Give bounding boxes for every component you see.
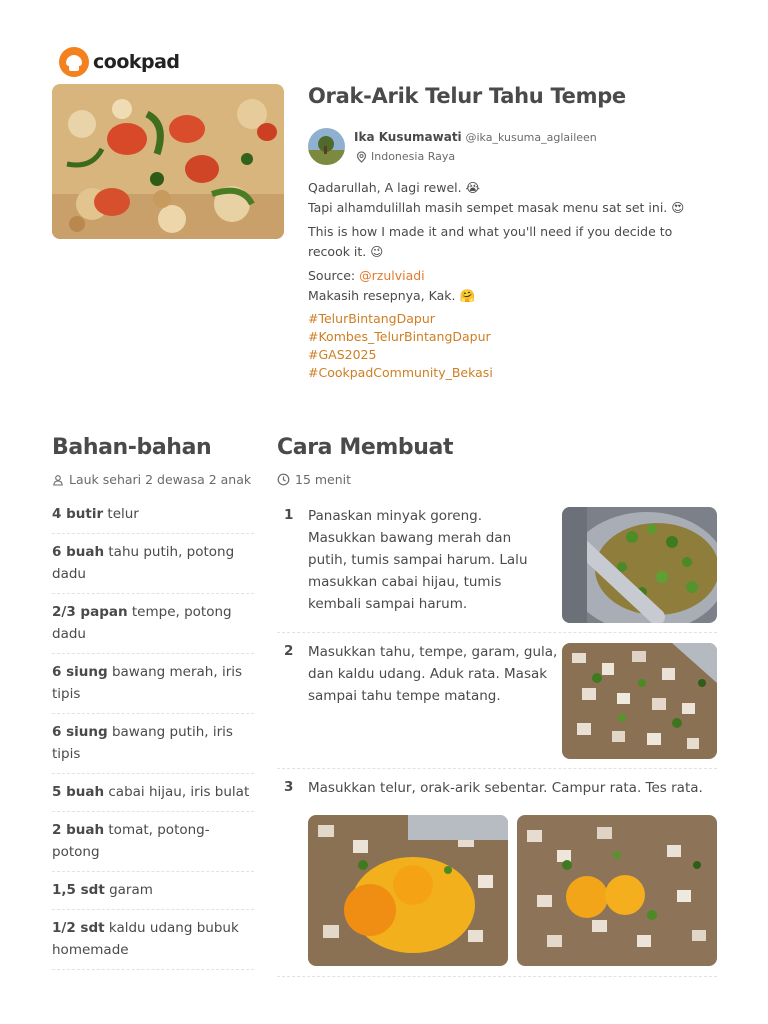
ingredient-name: bawang merah, iris tipis [52,664,243,702]
step-2-photo[interactable] [562,643,717,759]
brand-name: cookpad [93,51,180,73]
step-number: 3 [284,779,294,795]
step-1-photo[interactable] [562,507,717,623]
hashtag[interactable]: #Kombes_TelurBintangDapur [308,329,491,344]
step-divider [277,976,717,977]
ingredient-item [52,872,254,910]
description-para-3 [308,266,718,306]
ingredient-item [52,812,254,872]
ingredient-qty: 6 siung [52,724,108,740]
description-line: Tapi alhamdulillah masih sempet masak menu sat set ini. 😍 [308,200,685,215]
ingredient-item [52,774,254,812]
description-line: Makasih resepnya, Kak. 🤗 [308,288,476,303]
step-3-photo-1[interactable] [308,815,508,966]
ingredient-item [52,714,254,774]
ingredients-heading: Bahan-bahan [52,435,212,460]
chef-hat-icon [59,47,89,77]
ingredient-item [52,910,254,970]
ingredient-qty: 6 siung [52,664,108,680]
description-para-1 [308,178,718,218]
author-name[interactable]: Ika Kusumawati [354,130,462,144]
ingredient-name: tomat, potong-potong [52,822,210,860]
hashtag[interactable]: #TelurBintangDapur [308,311,435,326]
hashtag-list [308,310,493,382]
ingredient-qty: 1/2 sdt [52,920,105,936]
ingredient-qty: 2/3 papan [52,604,128,620]
author-avatar[interactable] [308,128,345,165]
ingredient-item [52,654,254,714]
step-number: 2 [284,643,294,659]
step-number: 1 [284,507,294,523]
step-divider [277,632,717,633]
author-location [356,150,455,163]
step-divider [277,768,717,769]
ingredient-list [52,496,254,970]
description-line: Qadarullah, A lagi rewel. 😭 [308,180,481,195]
ingredient-name: kaldu udang bubuk homemade [52,920,239,958]
steps-heading: Cara Membuat [277,435,454,460]
ingredient-qty: 5 buah [52,784,105,800]
ingredient-qty: 6 buah [52,544,105,560]
location-text: Indonesia Raya [371,150,456,163]
cook-time [277,472,351,487]
ingredient-name: cabai hijau, iris bulat [104,784,250,800]
servings-text: Lauk sehari 2 dewasa 2 anak [69,472,252,487]
clock-icon [277,473,290,486]
source-label: Source: [308,268,360,283]
step-text: Masukkan telur, orak-arik sebentar. Campur rata. Tes rata. [308,780,703,796]
ingredient-item [52,594,254,654]
servings [52,472,251,487]
cook-time-text: 15 menit [295,472,352,487]
location-pin-icon [356,151,367,163]
recipe-hero-image [52,84,284,239]
step-3-photo-2[interactable] [517,815,717,966]
ingredient-qty: 1,5 sdt [52,882,105,898]
ingredient-name: bawang putih, iris tipis [52,724,233,762]
author-line [354,130,597,144]
ingredient-qty: 2 buah [52,822,105,838]
description-para-2: This is how I made it and what you'll need if you decide to recook it. 😉 [308,224,673,259]
person-icon [52,474,64,486]
source-link[interactable]: @rzulviadi [359,268,425,283]
ingredient-qty: 4 butir [52,506,104,522]
ingredient-name: tahu putih, potong dadu [52,544,235,582]
ingredient-name: telur [103,506,139,522]
ingredient-name: garam [104,882,153,898]
cookpad-logo[interactable] [59,46,180,78]
ingredient-name: tempe, potong dadu [52,604,232,642]
step-text: Masukkan tahu, tempe, garam, gula, dan kaldu udang. Aduk rata. Masak sampai tahu tempe matang. [308,644,558,704]
hashtag[interactable]: #CookpadCommunity_Bekasi [308,365,493,380]
ingredient-item [52,496,254,534]
author-handle: @ika_kusuma_aglaileen [465,131,597,144]
recipe-title: Orak-Arik Telur Tahu Tempe [308,84,626,108]
ingredient-item [52,534,254,594]
step-text: Panaskan minyak goreng. Masukkan bawang merah dan putih, tumis sampai harum. Lalu masukkan cabai hijau, tumis kembali sampai harum. [308,508,528,612]
hashtag[interactable]: #GAS2025 [308,347,377,362]
